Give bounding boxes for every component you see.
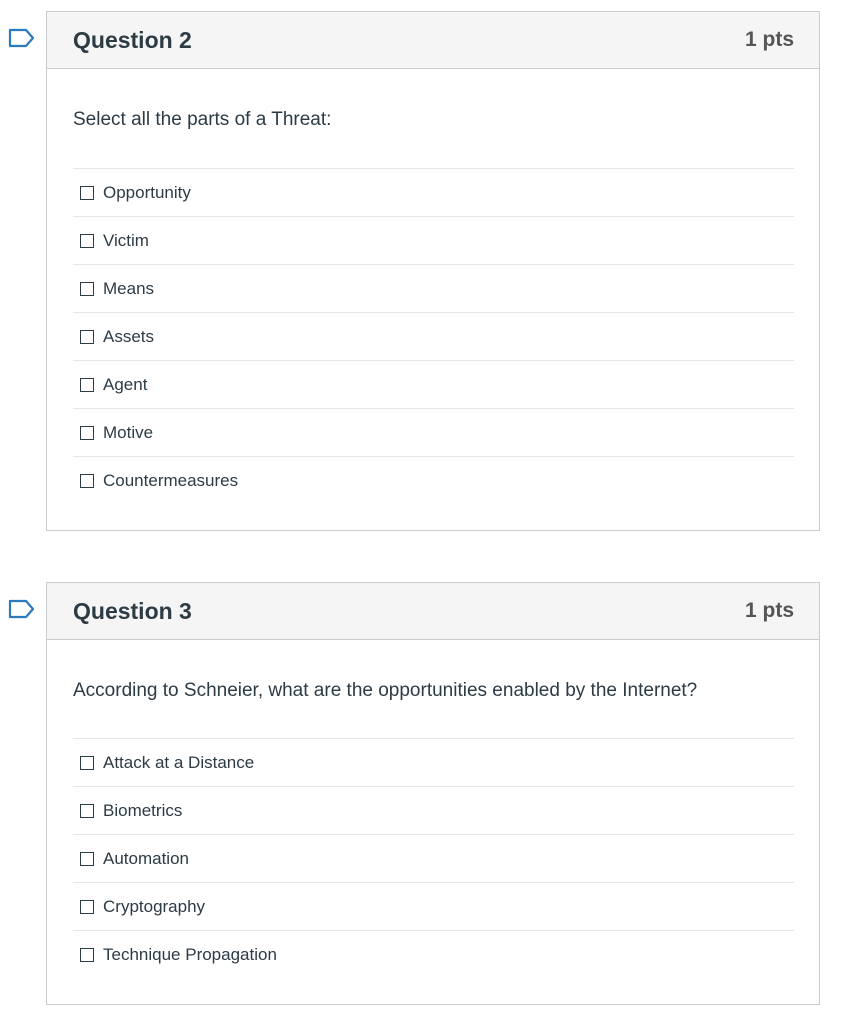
checkbox-icon[interactable] [80, 948, 94, 962]
answer-label: Cryptography [103, 896, 206, 916]
answer-label: Technique Propagation [103, 944, 277, 964]
answer-label: Means [103, 278, 155, 298]
answer-option[interactable] [73, 834, 794, 882]
answer-option[interactable] [73, 264, 794, 312]
checkbox-icon[interactable] [80, 330, 94, 344]
answer-label: Motive [103, 422, 154, 442]
answer-label: Automation [103, 848, 189, 868]
checkbox-icon[interactable] [80, 852, 94, 866]
answer-option[interactable] [73, 216, 794, 264]
answer-label: Assets [103, 326, 155, 346]
checkbox-icon[interactable] [80, 282, 94, 296]
question-header [47, 12, 819, 69]
answer-option[interactable] [73, 168, 794, 216]
answer-label: Opportunity [103, 182, 191, 202]
answer-option[interactable] [73, 786, 794, 834]
answer-option[interactable] [73, 360, 794, 408]
question-title: Question 3 [73, 597, 192, 624]
checkbox-icon[interactable] [80, 186, 94, 200]
question-body [47, 69, 819, 530]
answer-list [73, 168, 794, 504]
answer-option[interactable] [73, 738, 794, 786]
question-card [46, 582, 820, 1005]
answer-list [73, 738, 794, 978]
question-points: 1 pts [744, 599, 794, 622]
question-prompt: Select all the parts of a Threat: [73, 109, 332, 130]
checkbox-icon[interactable] [80, 804, 94, 818]
answer-label: Countermeasures [103, 470, 239, 490]
flag-question-icon[interactable] [8, 28, 36, 48]
question-prompt: According to Schneier, what are the opportunities enabled by the Internet? [73, 680, 698, 701]
answer-option[interactable] [73, 408, 794, 456]
checkbox-icon[interactable] [80, 756, 94, 770]
question-body [47, 640, 819, 1004]
checkbox-icon[interactable] [80, 234, 94, 248]
checkbox-icon[interactable] [80, 426, 94, 440]
answer-option[interactable] [73, 882, 794, 930]
checkbox-icon[interactable] [80, 900, 94, 914]
answer-label: Biometrics [103, 800, 183, 820]
answer-label: Agent [103, 374, 148, 394]
question-title: Question 2 [73, 26, 192, 53]
answer-option[interactable] [73, 312, 794, 360]
answer-option[interactable] [73, 930, 794, 978]
answer-option[interactable] [73, 456, 794, 504]
answer-label: Attack at a Distance [103, 752, 255, 772]
checkbox-icon[interactable] [80, 378, 94, 392]
checkbox-icon[interactable] [80, 474, 94, 488]
flag-question-icon[interactable] [8, 599, 36, 619]
question-header [47, 583, 819, 640]
question-card [46, 11, 820, 531]
question-points: 1 pts [744, 28, 794, 51]
answer-label: Victim [103, 230, 149, 250]
